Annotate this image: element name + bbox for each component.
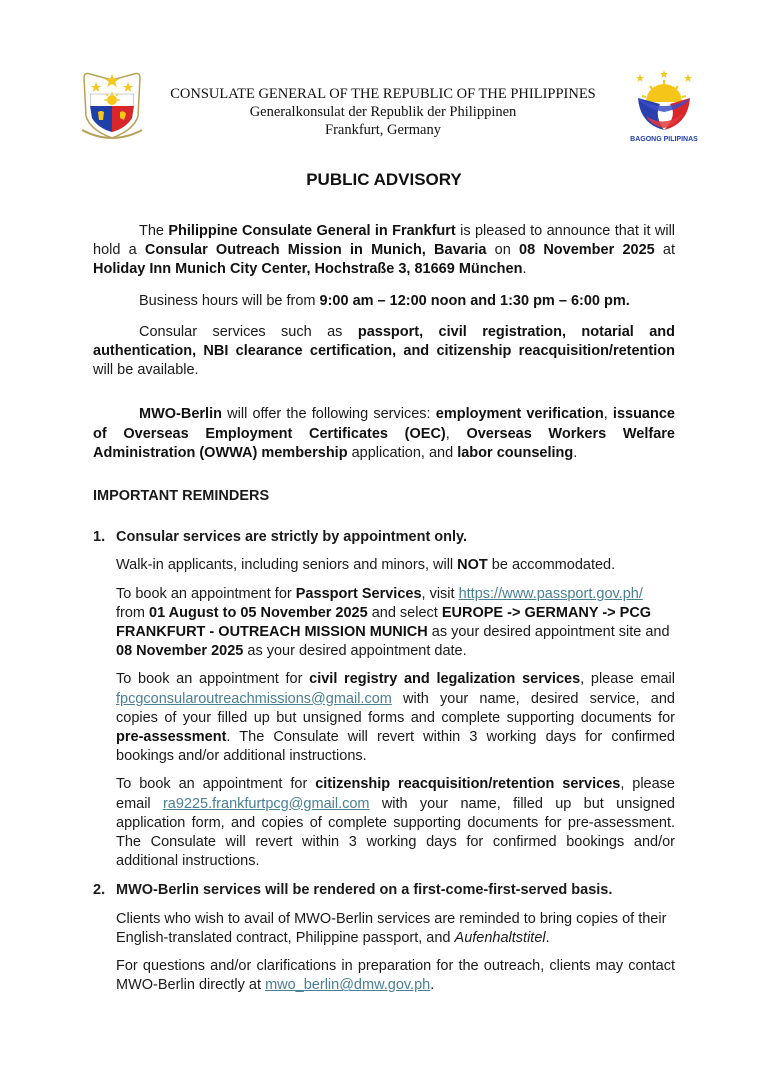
passport-booking-instructions: To book an appointment for Passport Services, visit https://www.passport.gov.ph/ from 01 August to 05 November 2025 and select EUROPE -> GERMANY -> PCG FRANKFURT - OUTREACH MISSION MUNICH as your desired appointment site and 08 November 2025 as your desired appointment date. <box>116 585 670 660</box>
reminder-heading: MWO-Berlin services will be rendered on a first-come-first-served basis. <box>116 882 613 899</box>
passport-website-link[interactable]: https://www.passport.gov.ph/ <box>458 585 643 602</box>
reminders-heading: IMPORTANT REMINDERS <box>93 488 270 505</box>
reminder-item-mwo-berlin <box>93 881 675 995</box>
citizenship-email-link[interactable]: ra9225.frankfurtpcg@gmail.com <box>162 795 370 812</box>
mwo-contact-info: For questions and/or clarifications in preparation for the outreach, clients may contact MWO-Berlin directly at mwo_berlin@dmw.gov.ph. <box>116 958 675 994</box>
intro-paragraph-business-hours: Business hours will be from 9:00 am – 12:00 noon and 1:30 pm – 6:00 pm. <box>139 292 630 309</box>
consulate-name-english: CONSULATE GENERAL OF THE REPUBLIC OF THE PHILIPPINES <box>170 86 596 102</box>
list-number: 1. <box>93 529 106 546</box>
advisory-body <box>93 222 675 996</box>
civil-registry-booking-instructions: To book an appointment for civil registry and legalization services, please email fpcgconsularoutreachmissions@gmail.com with your name, desired service, and copies of your filled up but unsigned forms and complete supporting documents for pre-assessment. The Consulate will revert within 3 working days for confirmed bookings and/or additional instructions. <box>116 671 675 765</box>
intro-paragraph-announcement: The Philippine Consulate General in Frankfurt is pleased to announce that it will hold a Consular Outreach Mission in Munich, Bavaria on 08 November 2025 at Holiday Inn Munich City Center, Hochstraße 3, 81669 München. <box>93 223 676 278</box>
svg-text:BAGONG PILIPINAS: BAGONG PILIPINAS <box>630 136 698 143</box>
list-number: 2. <box>93 882 106 899</box>
philippine-seal-icon <box>74 68 150 144</box>
intro-paragraph-consular-services: Consular services such as passport, civil registration, notarial and authentication, NBI clearance certification, and citizenship reacquisition/retention will be available. <box>93 323 675 379</box>
mwo-email-link[interactable]: mwo_berlin@dmw.gov.ph <box>265 977 431 994</box>
page-title: PUBLIC ADVISORY <box>306 170 462 189</box>
walkin-notice: Walk-in applicants, including seniors and minors, will NOT be accommodated. <box>116 557 616 574</box>
letterhead <box>72 68 704 148</box>
consulate-name-german: Generalkonsulat der Republik der Philippinen <box>249 104 517 120</box>
intro-paragraph-mwo-services: MWO-Berlin will offer the following services: employment verification, issuance of Overseas Employment Certificates (OEC), Overseas Workers Welfare Administration (OWWA) membership application, and labor counseling. <box>93 406 675 461</box>
civil-registry-email-link[interactable]: fpcgconsularoutreachmissions@gmail.com <box>116 690 392 707</box>
letterhead-text <box>152 85 614 139</box>
citizenship-booking-instructions: To book an appointment for citizenship reacquisition/retention services, please email ra9225.frankfurtpcg@gmail.com with your name, filled up but unsigned application form, and copies of complete supporting documents for pre-assessment. The Consulate will revert within 3 working days for confirmed bookings and/or additional instructions. <box>116 776 676 870</box>
reminder-item-appointments <box>93 528 675 871</box>
consulate-location: Frankfurt, Germany <box>325 122 441 138</box>
bagong-pilipinas-logo-icon <box>624 68 704 144</box>
mwo-documents-reminder: Clients who wish to avail of MWO-Berlin services are reminded to bring copies of their English-translated contract, Philippine passport, and Aufenhaltstitel. <box>116 910 667 946</box>
reminder-heading: Consular services are strictly by appointment only. <box>116 529 468 546</box>
